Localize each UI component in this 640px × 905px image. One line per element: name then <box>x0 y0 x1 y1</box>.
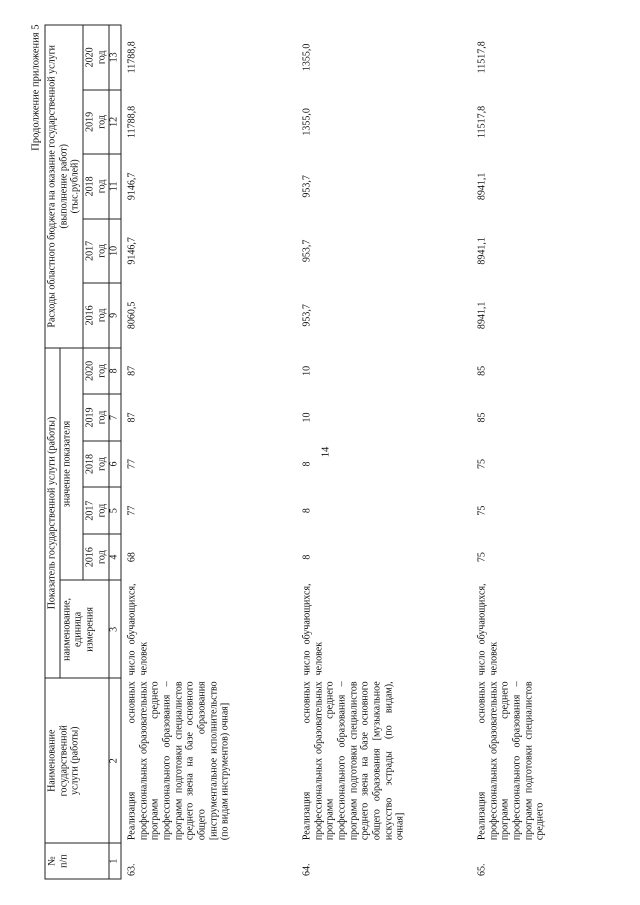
col-header-value-2017: 2017 год <box>83 487 109 534</box>
col-header-value-2019: 2019 год <box>83 394 109 441</box>
value-2016: 68 <box>125 552 137 563</box>
col-header-expense-2019: 2019 год <box>83 90 109 154</box>
expense-2018: 953,7 <box>300 175 312 198</box>
expense-2018: 8941,1 <box>475 172 487 201</box>
col-number: 6 <box>109 441 121 488</box>
col-header-no: № п/п <box>45 843 109 879</box>
col-header-value-2018: 2018 год <box>83 441 109 488</box>
value-2019: 10 <box>300 412 312 423</box>
table-row <box>471 25 596 879</box>
value-2020: 85 <box>475 365 487 376</box>
value-2017: 75 <box>475 505 487 516</box>
row-number: 64. <box>300 863 312 876</box>
row-number: 65. <box>475 863 487 876</box>
expense-2018: 9146,7 <box>125 172 137 201</box>
expense-2017: 8941,1 <box>475 237 487 265</box>
col-number: 2 <box>109 678 121 843</box>
col-header-indicator-group: Показатель государственной услуги (работы) <box>45 348 60 679</box>
col-number: 5 <box>109 487 121 534</box>
expense-2019: 11517,8 <box>475 105 487 138</box>
col-header-expense-2017: 2017 год <box>83 219 109 283</box>
value-2020: 87 <box>125 365 137 376</box>
expense-2019: 11788,8 <box>125 105 137 138</box>
indicator-unit: число обучающихся, человек <box>300 583 324 676</box>
value-2018: 75 <box>475 459 487 470</box>
service-name: Реализация основных профессиональных образовательных программ среднего профессионального образования – программ подготовки специалистов среднего <box>475 681 546 841</box>
col-header-indicator-name: наименование, единица измерения <box>59 580 109 678</box>
col-number: 12 <box>109 90 121 154</box>
rotated-page-content <box>30 25 610 880</box>
value-2019: 87 <box>125 412 137 423</box>
expense-2016: 8941,1 <box>475 301 487 330</box>
col-header-value-2016: 2016 год <box>83 534 109 581</box>
page-number: 14 <box>320 446 332 458</box>
col-number: 11 <box>109 154 121 218</box>
service-name: Реализация основных профессиональных образовательных программ среднего профессионального образования – программ подготовки специалистов среднего звена на базе основного общего образования [музыкальное искусство эстрады (по видам), очная] <box>300 681 406 841</box>
expenses-table <box>44 25 596 880</box>
col-header-expense-2016: 2016 год <box>83 283 109 347</box>
col-number: 9 <box>109 283 121 347</box>
col-number: 13 <box>109 25 121 90</box>
indicator-unit: число обучающихся, человек <box>125 583 149 676</box>
value-2016: 75 <box>475 552 487 563</box>
row-number: 63. <box>125 863 137 876</box>
service-name: Реализация основных профессиональных образовательных программ среднего профессионального образования – программ подготовки специалистов среднего звена на базе основного общего образования [инструментальное исполнительство (по видам инструментов) очная] <box>125 681 231 841</box>
indicator-unit: число обучающихся, человек <box>475 583 499 676</box>
appendix-caption: Продолжение приложения 5 <box>30 24 41 151</box>
col-header-expense-2020: 2020 год <box>83 25 109 90</box>
col-number: 3 <box>109 580 121 678</box>
expense-2019: 1355,0 <box>300 108 312 136</box>
value-2020: 10 <box>300 365 312 376</box>
table-row <box>296 25 471 879</box>
expense-2020: 11517,8 <box>475 41 487 74</box>
value-2019: 85 <box>475 412 487 423</box>
column-number-row <box>109 25 121 879</box>
value-2017: 8 <box>300 508 312 514</box>
col-number: 10 <box>109 219 121 283</box>
expense-2020: 1355,0 <box>300 43 312 72</box>
col-header-indicator-value: значение показателя <box>59 348 82 581</box>
col-header-value-2020: 2020 год <box>83 348 109 395</box>
col-number: 7 <box>109 394 121 441</box>
col-number: 4 <box>109 534 121 581</box>
expense-2017: 9146,7 <box>125 237 137 265</box>
col-header-expense-2018: 2018 год <box>83 154 109 218</box>
col-header-expenses-group: Расходы областного бюджета на оказание государственной услуги (выполнение работ) (тыс.рублей) <box>45 25 83 348</box>
col-number: 1 <box>109 843 121 879</box>
expense-2020: 11788,8 <box>125 41 137 74</box>
value-2018: 77 <box>125 459 137 470</box>
col-header-service-name: Наименование государственной услуги (работы) <box>45 678 109 843</box>
expense-2016: 8060,5 <box>125 301 137 330</box>
expense-2016: 953,7 <box>300 304 312 327</box>
value-2018: 8 <box>300 461 312 467</box>
expense-2017: 953,7 <box>300 239 312 263</box>
value-2017: 77 <box>125 505 137 516</box>
col-number: 8 <box>109 348 121 395</box>
table-row <box>120 25 296 879</box>
value-2016: 8 <box>300 554 312 560</box>
